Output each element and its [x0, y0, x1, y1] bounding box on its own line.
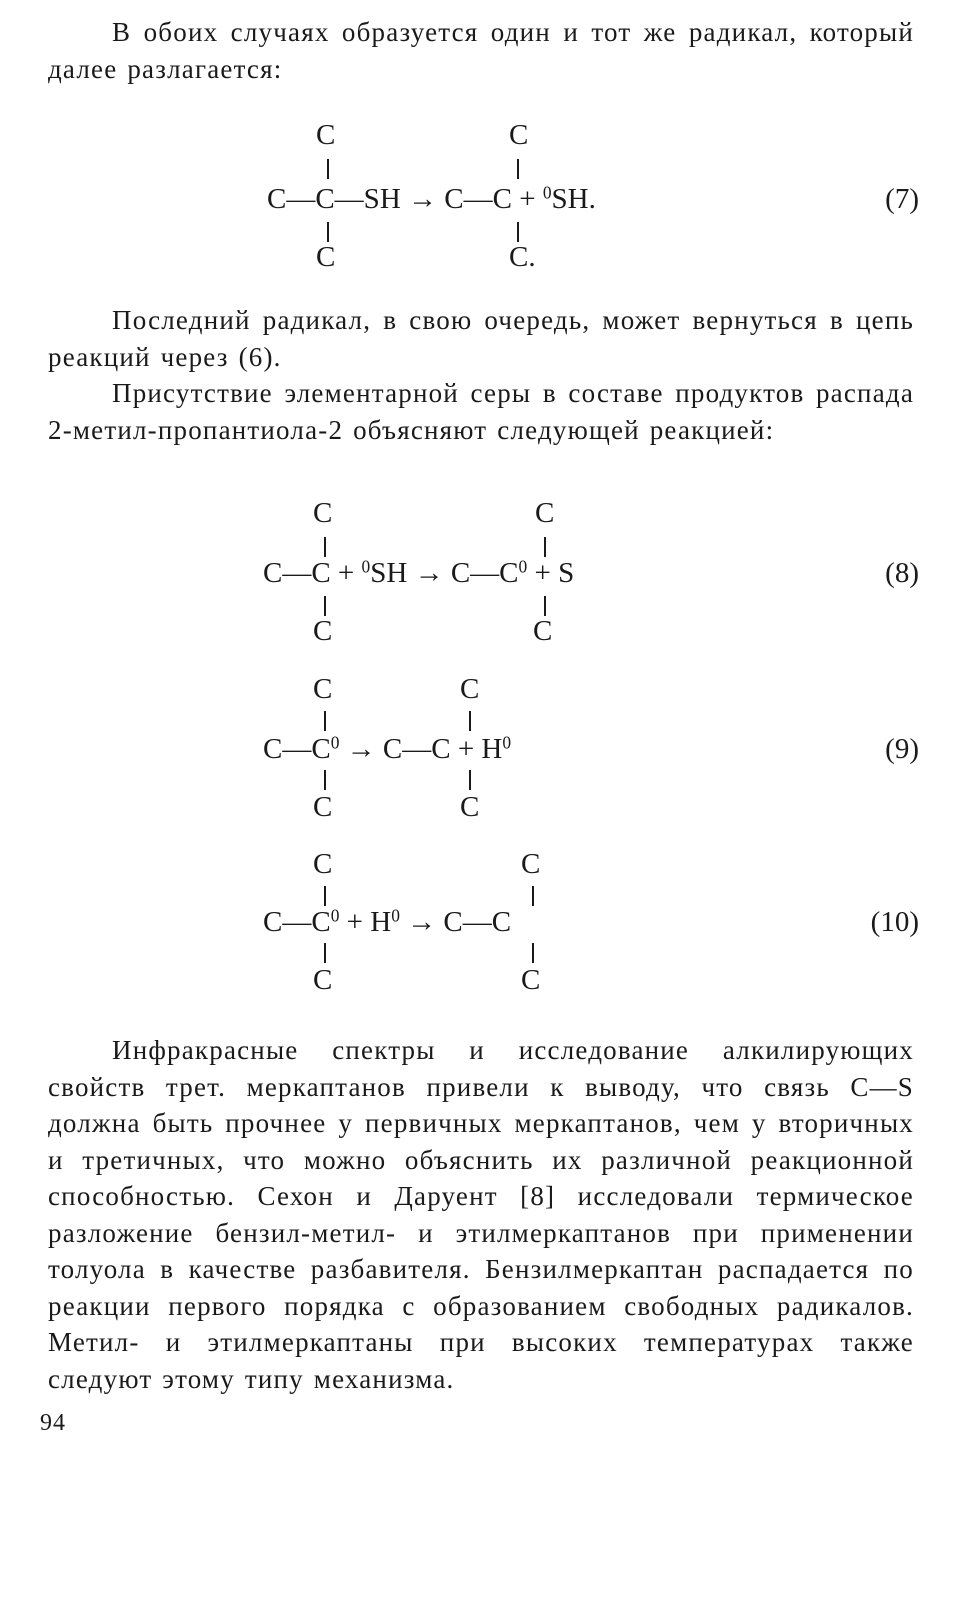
- eq9-main-mid: → C—C + H: [339, 733, 503, 765]
- eq10-bond-top-right: [532, 886, 534, 906]
- eq10-main-mid: + H: [339, 906, 392, 938]
- eq9-bond-top-right: [469, 711, 471, 731]
- eq10-top-right-atom: C: [521, 848, 541, 880]
- eq10-main-line: [263, 905, 511, 939]
- eq9-bond-bottom-right: [469, 770, 471, 790]
- eq8-bottom-right-atom: C: [533, 615, 553, 647]
- eq7-number: (7): [885, 183, 919, 215]
- eq8-bond-top-right: [544, 537, 546, 557]
- eq7-main-post: SH.: [551, 183, 596, 215]
- paragraph-sulfur: [48, 375, 914, 448]
- eq8-main-mid: SH → C—C: [370, 557, 519, 589]
- eq9-main-line: [263, 732, 511, 766]
- eq10-bottom-right-atom: C: [521, 964, 541, 996]
- eq9-top-left-atom: C: [313, 673, 333, 705]
- eq8-bond-top-left: [324, 537, 326, 557]
- paragraph-infrared: [48, 1032, 914, 1397]
- eq10-radical-mark-a: 0: [330, 905, 340, 926]
- eq7-bond-top-right: [517, 159, 519, 179]
- eq7-main-line: [267, 182, 596, 216]
- eq7-radical-mark: 0: [542, 182, 552, 203]
- eq9-bond-top-left: [324, 711, 326, 731]
- eq9-bottom-left-atom: C: [313, 791, 333, 823]
- eq8-bond-bottom-left: [324, 596, 326, 616]
- eq8-bond-bottom-right: [544, 596, 546, 616]
- eq9-radical-mark-b: 0: [502, 732, 512, 753]
- paragraph-radical-text: Последний радикал, в свою очередь, может вернуться в цепь реакций через (6).: [48, 305, 914, 372]
- eq9-main-pre: C—C: [263, 733, 331, 765]
- paragraph-intro: [48, 14, 914, 87]
- paragraph-infrared-text: Инфракрасные спектры и исследование алкилирующих свойств трет. меркаптанов привели к выводу, что связь C—S должна быть прочнее у первичных меркаптанов, чем у вторичных и третичных, что можно объяснить их различной реакционной способностью. Сехон и Даруент [8] исследовали термическое разложение бензил-метил- и этилмеркаптанов при применении толуола в качестве разбавителя. Бензилмеркаптан распадается по реакции первого порядка с образованием свободных радикалов. Метил- и этилмеркаптаны при высоких температурах также следуют этому типу механизма.: [48, 1035, 914, 1394]
- eq10-bond-top-left: [324, 886, 326, 906]
- eq7-bond-bottom-left: [327, 222, 329, 242]
- eq10-bottom-left-atom: C: [313, 964, 333, 996]
- eq8-bottom-left-atom: C: [313, 615, 333, 647]
- eq8-main-pre: C—C +: [263, 557, 362, 589]
- eq8-main-line: [263, 556, 574, 590]
- eq8-radical-mark-b: 0: [518, 556, 528, 577]
- eq7-bond-bottom-right: [517, 222, 519, 242]
- equation-8: [0, 494, 975, 647]
- eq9-bottom-right-atom: C: [460, 791, 480, 823]
- eq7-main-pre: C—C—SH → C—C +: [267, 183, 543, 215]
- page-number: 94: [40, 1410, 66, 1436]
- eq9-number: (9): [885, 733, 919, 765]
- equation-9: [0, 670, 975, 823]
- paragraph-sulfur-text: Присутствие элементарной серы в составе продуктов распада 2-метил-пропантиола-2 объясняют следующей реакцией:: [48, 378, 914, 445]
- eq10-bond-bottom-left: [324, 943, 326, 963]
- eq9-top-right-atom: C: [460, 673, 480, 705]
- eq8-top-right-atom: C: [535, 497, 555, 529]
- eq9-radical-mark-a: 0: [330, 732, 340, 753]
- eq10-main-pre: C—C: [263, 906, 331, 938]
- eq10-main-post: → C—C: [399, 906, 512, 938]
- eq10-radical-mark-b: 0: [391, 905, 400, 926]
- eq9-bond-bottom-left: [324, 770, 326, 790]
- paragraph-radical: [48, 302, 914, 375]
- eq8-radical-mark-a: 0: [361, 556, 371, 577]
- eq7-top-right-atom: C: [509, 119, 529, 151]
- eq7-top-left-atom: C: [316, 119, 336, 151]
- eq10-bond-bottom-right: [532, 943, 534, 963]
- equation-10: [0, 845, 975, 995]
- equation-7: [0, 116, 975, 273]
- eq8-main-post: + S: [527, 557, 575, 589]
- eq7-bottom-left-atom: C: [316, 241, 336, 273]
- eq8-number: (8): [885, 557, 919, 589]
- eq7-bottom-right-atom: C.: [509, 241, 536, 273]
- eq10-top-left-atom: C: [313, 848, 333, 880]
- eq8-top-left-atom: C: [313, 497, 333, 529]
- paragraph-intro-text: В обоих случаях образуется один и тот же радикал, который далее разлагается:: [48, 17, 914, 84]
- eq10-number: (10): [870, 906, 919, 938]
- eq7-bond-top-left: [327, 159, 329, 179]
